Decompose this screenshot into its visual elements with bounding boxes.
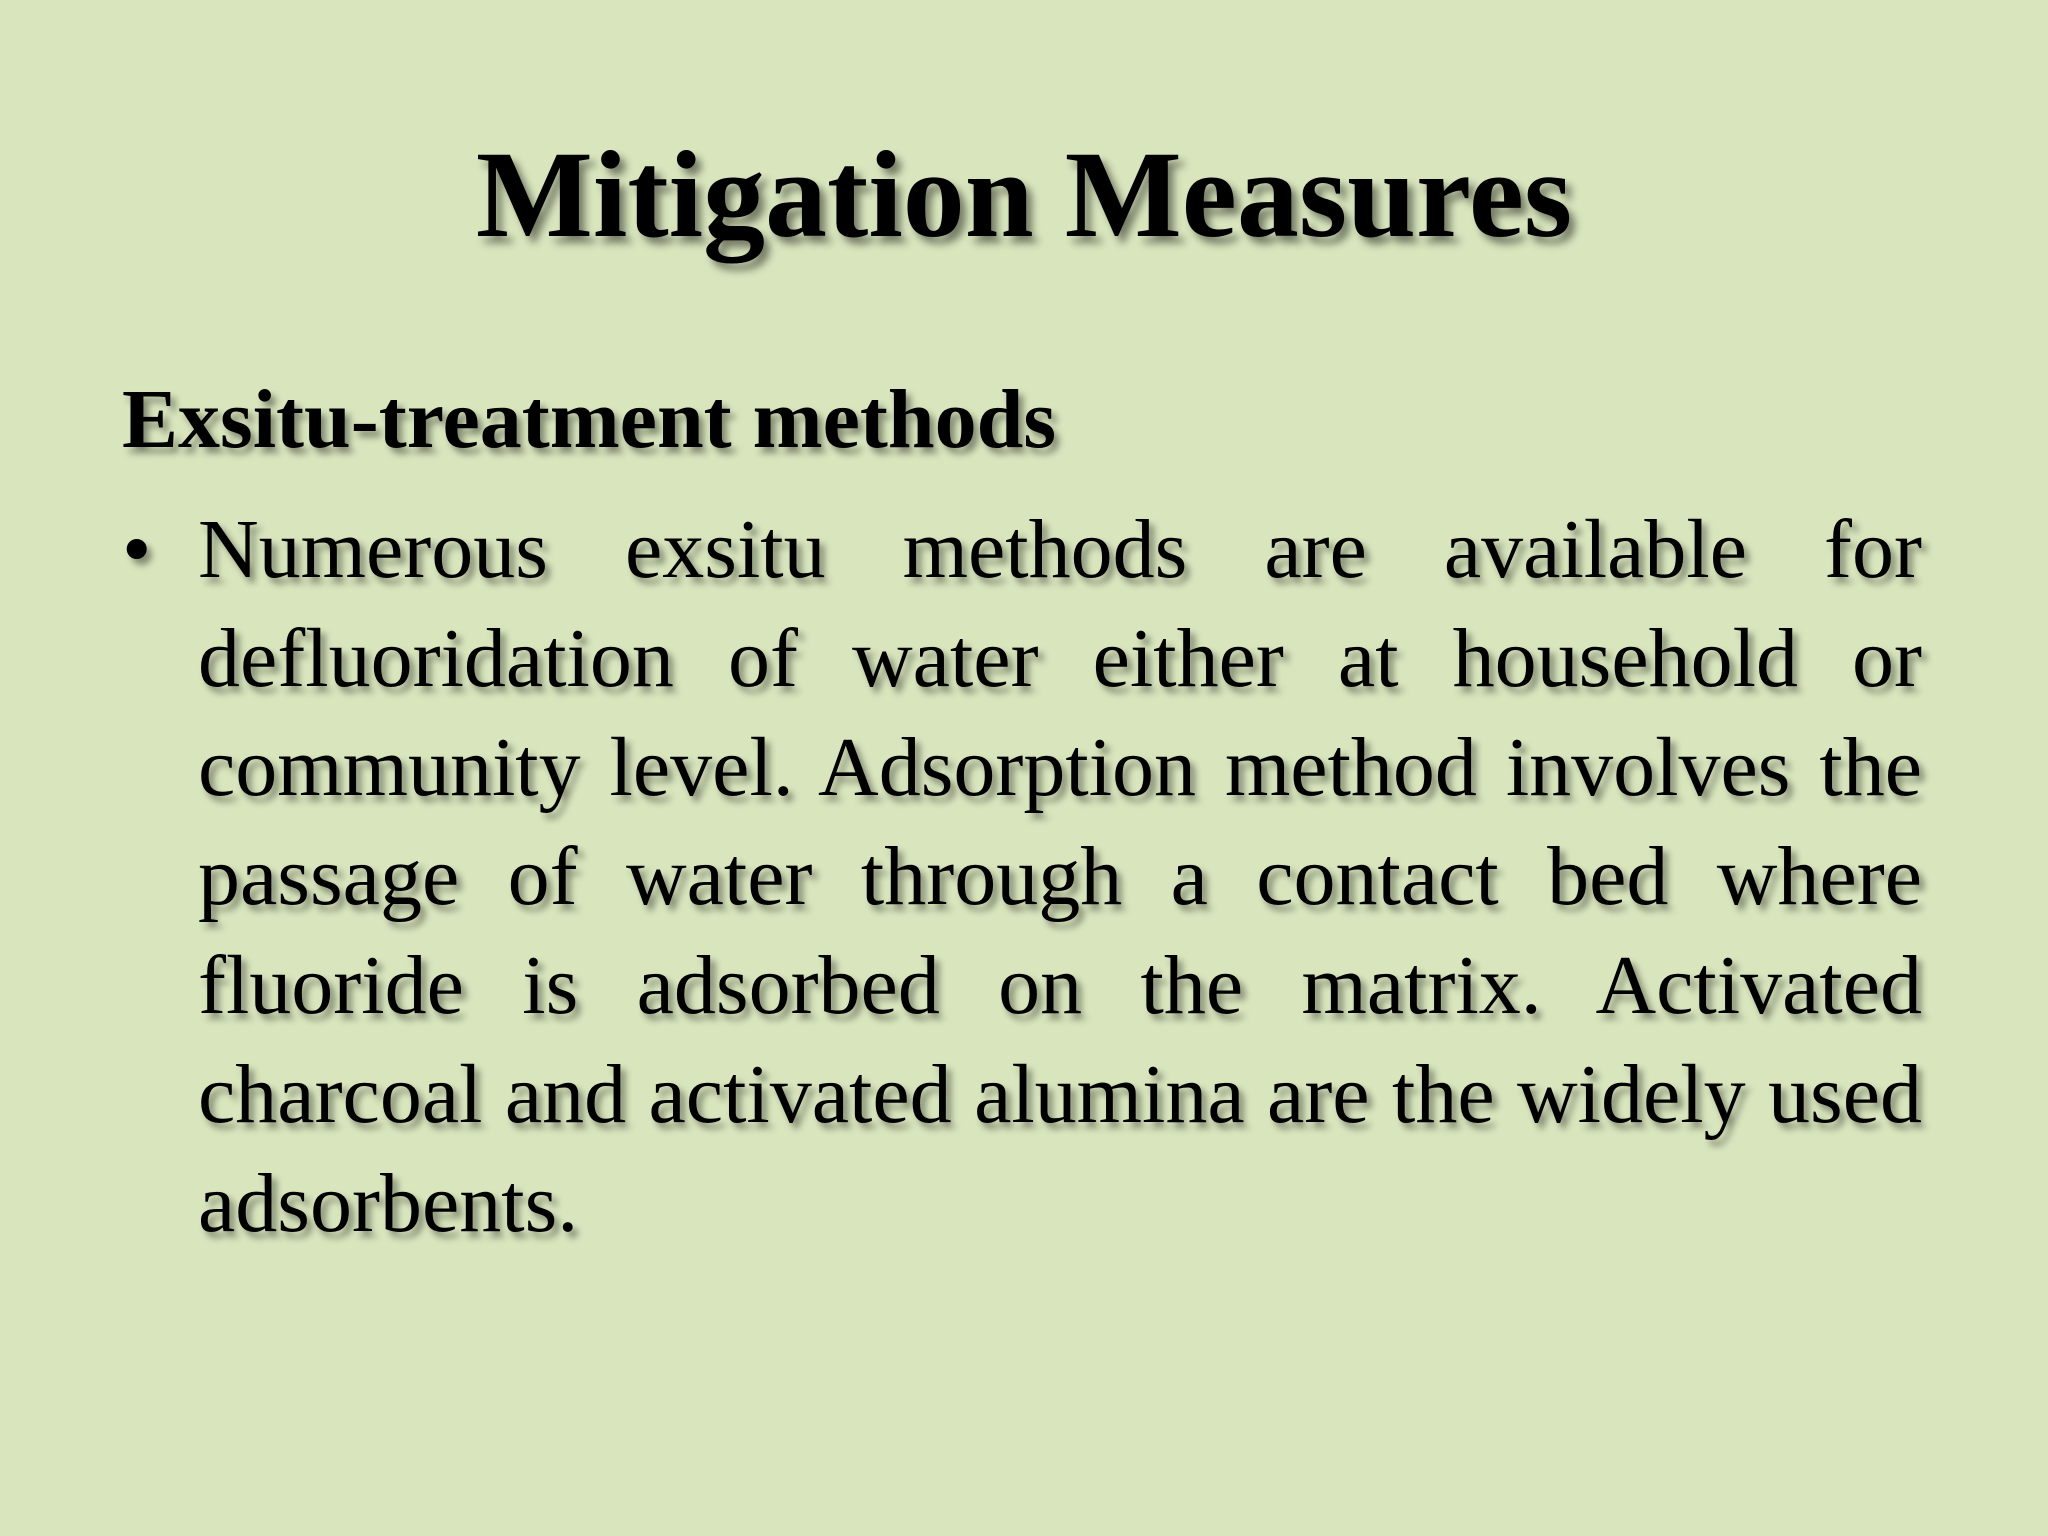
bullet-icon: • bbox=[122, 503, 152, 596]
section-heading: Exsitu-treatment methods bbox=[122, 373, 1057, 466]
bullet-text: Numerous exsitu methods are available for defluoridation of water either at household or community level. Adsorption method involves the passage of water through a contact bed where fluoride is adsorbed on the matrix. Activated charcoal and activated alumina are the widely used adsorbents. bbox=[198, 503, 1922, 1250]
bullet-list bbox=[122, 495, 1922, 1258]
bullet-item bbox=[122, 495, 1922, 1258]
slide-title: Mitigation Measures bbox=[475, 126, 1573, 263]
